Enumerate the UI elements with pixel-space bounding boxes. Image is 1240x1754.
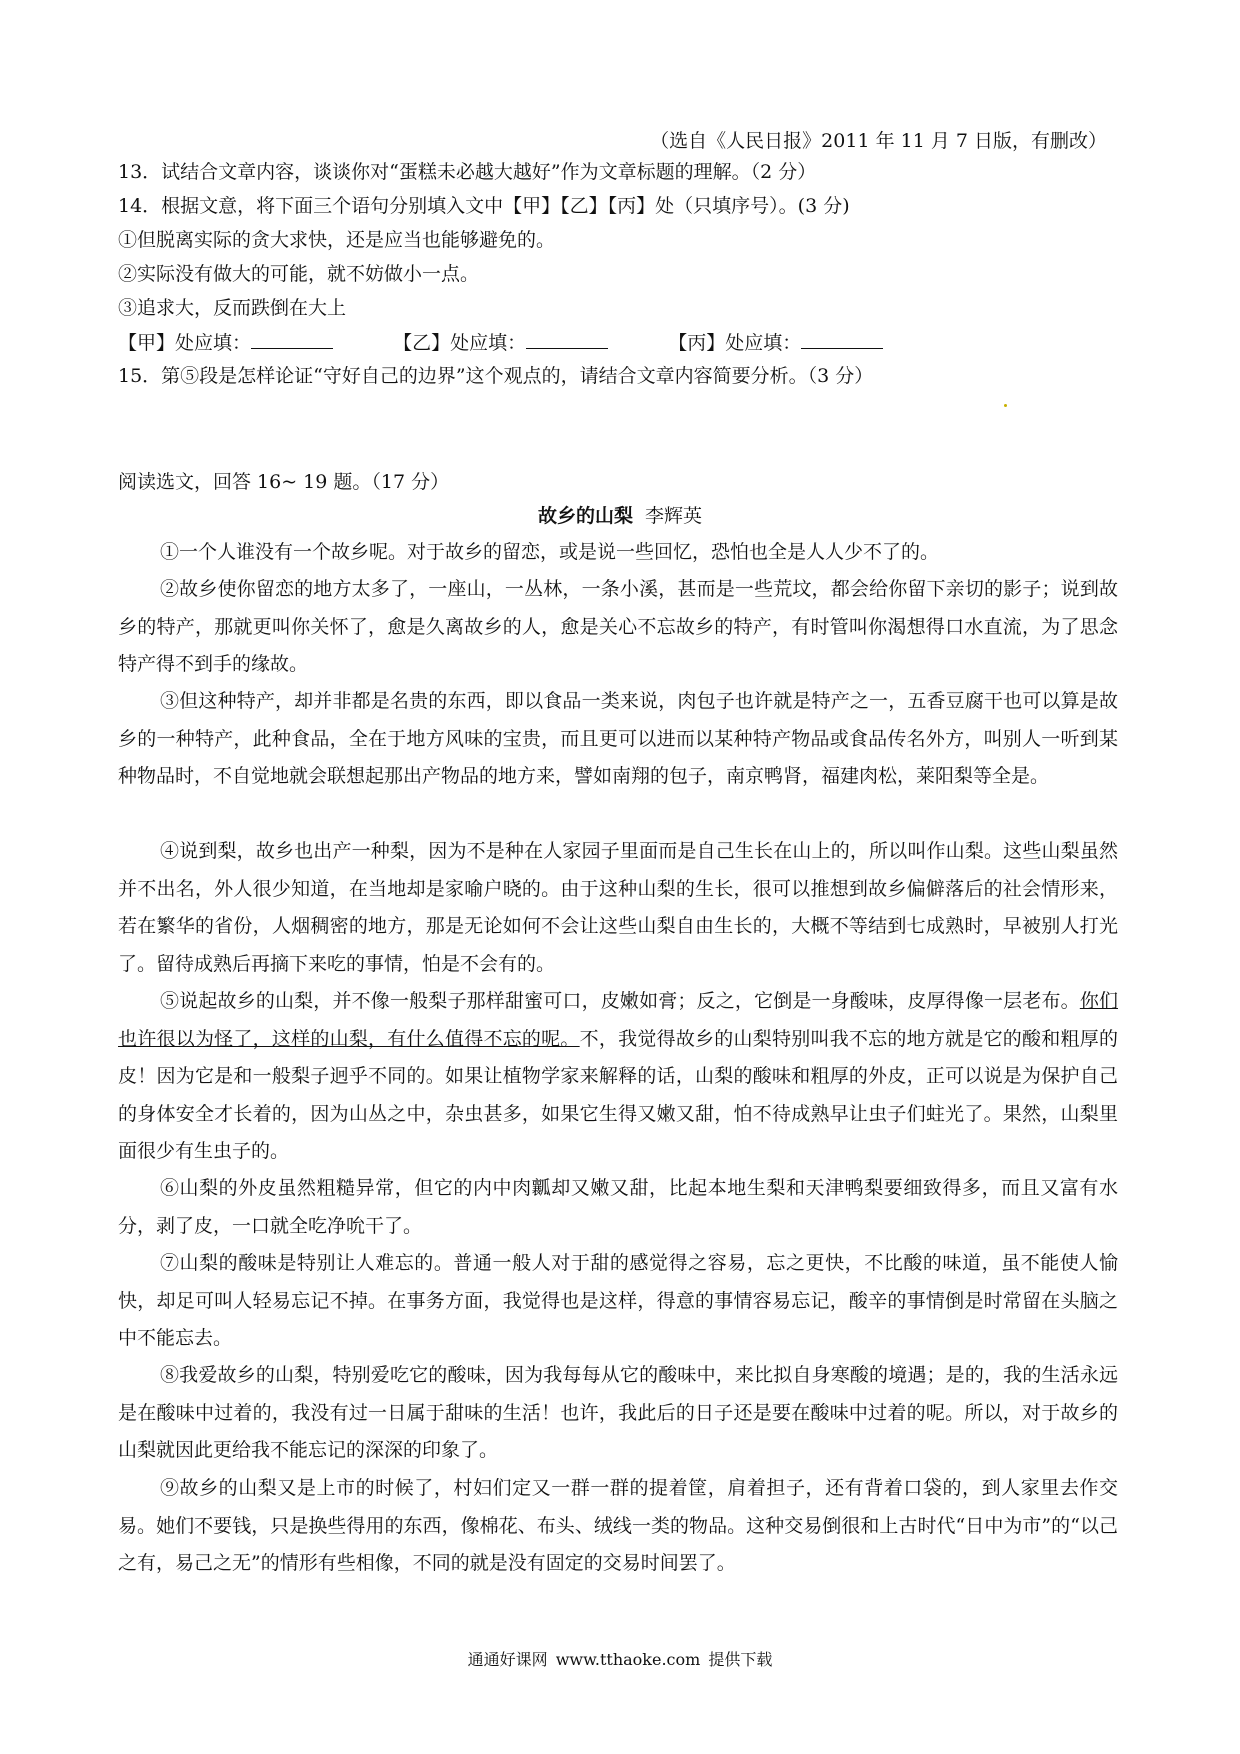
paragraph-6: ⑥山梨的外皮虽然粗糙异常，但它的内中肉瓤却又嫩又甜，比起本地生梨和天津鸭梨要细致得多，而且又富有水分，剥了皮，一口就全吃净吮干了。 <box>118 1177 1118 1237</box>
fill-jia-label: 【甲】处应填： <box>118 332 252 354</box>
paragraph-5-end: 不，我觉得故乡的山梨特别叫我不忘的地方就是它的酸和粗厚的皮！因为它是和一般梨子迥乎不同的。如果让植物学家来解释的话，山梨的酸味和粗厚的外皮，正可以说是为保护自己的身体安全才长着的，因为山丛之中，杂虫甚多，如果它生得又嫩又甜，怕不待成熟早让虫子们蛀光了。果然，山梨里面很少有生虫子的。 <box>118 1027 1118 1162</box>
fill-in-row <box>118 330 883 355</box>
question-15: 15．第⑤段是怎样论证“守好自己的边界”这个观点的，请结合文章内容简要分析。（3 分） <box>118 365 874 387</box>
footer-suffix: 提供下载 <box>708 1650 773 1669</box>
stray-mark <box>1004 404 1007 407</box>
paragraph-3: ③但这种特产，却并非都是名贵的东西，即以食品一类来说，肉包子也许就是特产之一，五香豆腐干也可以算是故乡的一种特产，此种食品，全在于地方风味的宝贵，而且更可以进而以某种特产物品或食品传名外方，叫别人一听到某种物品时，不自觉地就会联想起那出产物品的地方来，譬如南翔的包子，南京鸭肾，福建肉松，莱阳梨等全是。 <box>118 690 1118 787</box>
option-3: ③追求大，反而跌倒在大上 <box>118 297 347 319</box>
fill-bing-blank <box>801 330 883 349</box>
paragraph-5-start: ⑤说起故乡的山梨，并不像一般梨子那样甜蜜可口，皮嫩如膏；反之，它倒是一身酸味，皮厚得像一层老布。 <box>160 990 1080 1012</box>
footer-site: 通通好课网 <box>467 1650 548 1669</box>
paragraph-5-underlined: 你们也许很以为怪了，这样的山梨，有什么值得不忘的呢。 <box>118 990 1118 1050</box>
paragraph-2: ②故乡使你留恋的地方太多了，一座山，一丛林，一条小溪，甚而是一些荒坟，都会给你留下亲切的影子；说到故乡的特产，那就更叫你关怀了，愈是久离故乡的人，愈是关心不忘故乡的特产，有时管叫你渴想得口水直流，为了思念特产得不到手的缘故。 <box>118 578 1118 675</box>
article-author: 李辉英 <box>645 505 703 527</box>
fill-jia-blank <box>251 330 333 349</box>
source-note: （选自《人民日报》2011 年 11 月 7 日版，有删改） <box>650 130 1107 152</box>
paragraph-4: ④说到梨，故乡也出产一种梨，因为不是种在人家园子里面而是自己生长在山上的，所以叫作山梨。这些山梨虽然并不出名，外人很少知道，在当地却是家喻户晓的。由于这种山梨的生长，很可以推想到故乡偏僻落后的社会情形来，若在繁华的省份，人烟稠密的地方，那是无论如何不会让这些山梨自由生长的，大概不等结到七成熟时，早被别人打光了。留待成熟后再摘下来吃的事情，怕是不会有的。 <box>118 840 1118 975</box>
article-title: 故乡的山梨 <box>537 505 633 527</box>
option-2: ②实际没有做大的可能，就不妨做小一点。 <box>118 263 480 285</box>
page-footer <box>0 1650 1240 1670</box>
paragraph-7: ⑦山梨的酸味是特别让人难忘的。普通一般人对于甜的感觉得之容易，忘之更快，不比酸的味道，虽不能使人愉快，却足可叫人轻易忘记不掉。在事务方面，我觉得也是这样，得意的事情容易忘记，酸辛的事情倒是时常留在头脑之中不能忘去。 <box>118 1252 1118 1349</box>
paragraph-9: ⑨故乡的山梨又是上市的时候了，村妇们定又一群一群的提着筐，肩着担子，还有背着口袋的，到人家里去作交易。她们不要钱，只是换些得用的东西，像棉花、布头、绒线一类的物品。这种交易倒很和上古时代“日中为市”的“以己之有，易己之无”的情形有些相像，不同的就是没有固定的交易时间罢了。 <box>118 1477 1118 1574</box>
question-14: 14．根据文意，将下面三个语句分别填入文中【甲】【乙】【丙】处（只填序号）。(3 分) <box>118 195 850 217</box>
question-13: 13．试结合文章内容，谈谈你对“蛋糕未必越大越好”作为文章标题的理解。（2 分） <box>118 161 817 183</box>
article-title-line <box>0 504 1240 528</box>
footer-url[interactable]: www.tthaoke.com <box>555 1650 701 1669</box>
fill-yi-label: 【乙】处应填： <box>393 332 527 354</box>
option-1: ①但脱离实际的贪大求快，还是应当也能够避免的。 <box>118 229 556 251</box>
paragraph-5 <box>118 983 1118 1171</box>
fill-yi-blank <box>526 330 608 349</box>
paragraph-8: ⑧我爱故乡的山梨，特别爱吃它的酸味，因为我每每从它的酸味中，来比拟自身寒酸的境遇；是的，我的生活永远是在酸味中过着的，我没有过一日属于甜味的生活！也许，我此后的日子还是要在酸味中过着的呢。所以，对于故乡的山梨就因此更给我不能忘记的深深的印象了。 <box>118 1364 1118 1461</box>
fill-bing-label: 【丙】处应填： <box>668 332 802 354</box>
paragraph-1: ①一个人谁没有一个故乡呢。对于故乡的留恋，或是说一些回忆，恐怕也全是人人少不了的。 <box>160 541 940 563</box>
reading-intro: 阅读选文，回答 16~ 19 题。（17 分） <box>118 471 450 493</box>
